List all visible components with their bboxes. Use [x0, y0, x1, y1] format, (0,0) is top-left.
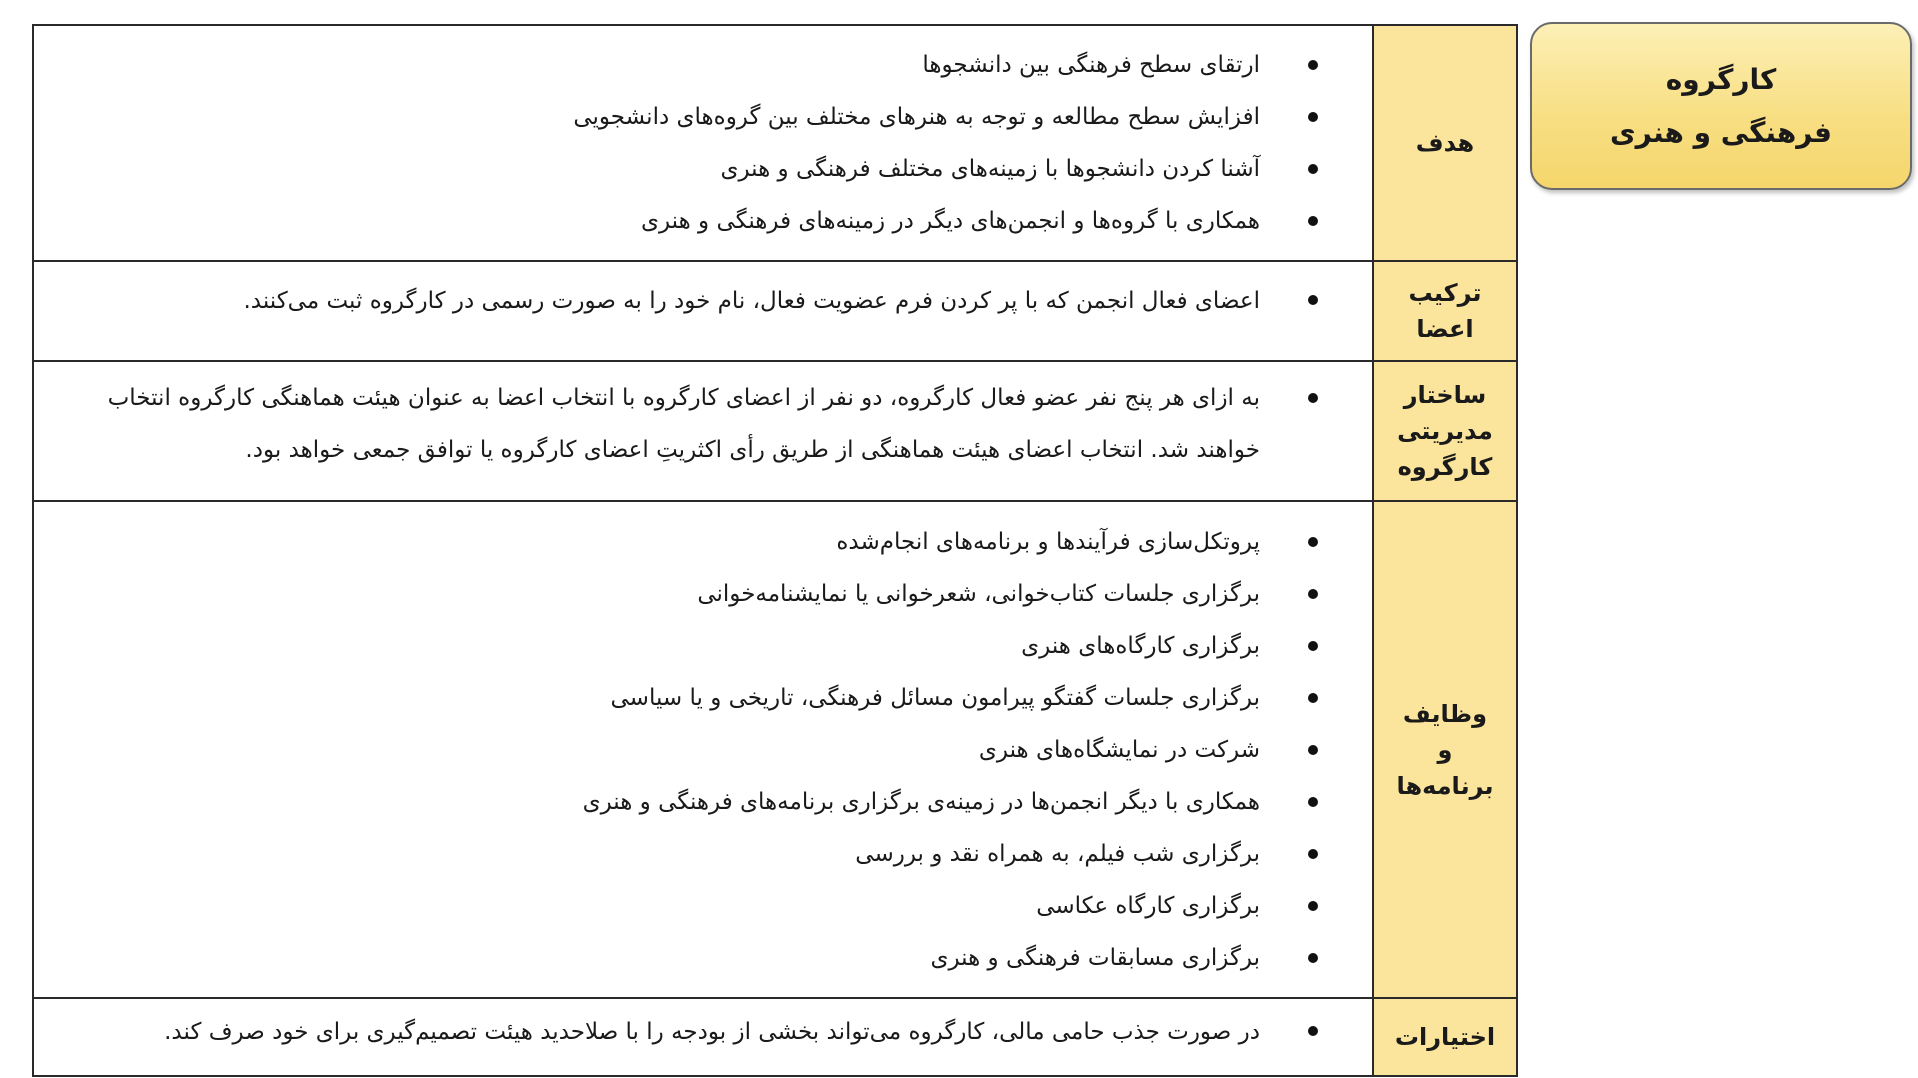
bullet-icon: [1308, 589, 1318, 599]
row-content-members: [33, 261, 1373, 361]
row-label-goal: [1373, 25, 1517, 261]
row-content-duties: [33, 501, 1373, 998]
row-label-text: ترکیب: [1408, 279, 1482, 307]
bullet-icon: [1308, 693, 1318, 703]
row-label-text: اعضا: [1416, 315, 1474, 343]
bullet-icon: [1308, 1026, 1318, 1036]
workgroup-table: [32, 24, 1518, 1077]
row-label-text: مدیریتی: [1397, 417, 1493, 445]
list-item: افزایش سطح مطالعه و توجه به هنرهای مختلف بین گروه‌های دانشجویی: [58, 91, 1332, 143]
row-label-text: هدف: [1415, 129, 1475, 157]
table-row-authority: [33, 998, 1517, 1076]
list-item: ارتقای سطح فرهنگی بین دانشجوها: [58, 39, 1332, 91]
bullet-icon: [1308, 745, 1318, 755]
bullet-icon: [1308, 953, 1318, 963]
row-label-text: وظایف: [1402, 699, 1488, 728]
table-row-structure: [33, 361, 1517, 501]
title-line-1: کارگروه: [1665, 63, 1777, 96]
bullet-icon: [1308, 164, 1318, 174]
list-item: برگزاری جلسات گفتگو پیرامون مسائل فرهنگی، تاریخی و یا سیاسی: [58, 672, 1332, 724]
row-content-structure: [33, 361, 1373, 501]
row-label-authority: [1373, 998, 1517, 1076]
table-row-duties: [33, 501, 1517, 998]
bullet-icon: [1308, 112, 1318, 122]
row-label-text: اختیارات: [1394, 1023, 1496, 1051]
list-item: به ازای هر پنج نفر عضو فعال کارگروه، دو نفر از اعضای کارگروه با انتخاب اعضا به عنوان هیئت هماهنگی کارگروه انتخاب خواهند شد. انتخاب اعضای هیئت هماهنگی از طریق رأی اکثریتِ اعضای کارگروه یا توافق جمعی خواهد بود.: [58, 372, 1332, 476]
bullet-icon: [1308, 849, 1318, 859]
list-item: برگزاری شب فیلم، به همراه نقد و بررسی: [58, 828, 1332, 880]
row-label-duties: [1373, 501, 1517, 998]
table-row-goal: [33, 25, 1517, 261]
list-item: در صورت جذب حامی مالی، کارگروه می‌تواند بخشی از بودجه را با صلاحدید هیئت تصمیم‌گیری برای خود صرف کند.: [58, 1005, 1332, 1059]
row-label-text: کارگروه: [1397, 453, 1493, 481]
bullet-icon: [1308, 797, 1318, 807]
row-content-authority: [33, 998, 1373, 1076]
title-line-2: فرهنگی و هنری: [1609, 116, 1833, 149]
table-row-members: [33, 261, 1517, 361]
row-label-text: برنامه‌ها: [1396, 771, 1494, 800]
bullet-icon: [1308, 901, 1318, 911]
list-item: آشنا کردن دانشجوها با زمینه‌های مختلف فرهنگی و هنری: [58, 143, 1332, 195]
list-item: اعضای فعال انجمن که با پر کردن فرم عضویت فعال، نام خود را به صورت رسمی در کارگروه ثبت می‌کنند.: [58, 274, 1332, 328]
row-label-structure: [1373, 361, 1517, 501]
bullet-icon: [1308, 393, 1318, 403]
row-label-members: [1373, 261, 1517, 361]
list-item: همکاری با دیگر انجمن‌ها در زمینه‌ی برگزاری برنامه‌های فرهنگی و هنری: [58, 776, 1332, 828]
row-content-goal: [33, 25, 1373, 261]
list-item: برگزاری جلسات کتاب‌خوانی، شعرخوانی یا نمایشنامه‌خوانی: [58, 568, 1332, 620]
row-label-text: و: [1437, 735, 1453, 764]
list-item: پروتکل‌سازی فرآیندها و برنامه‌های انجام‌شده: [58, 516, 1332, 568]
title-badge: [1530, 22, 1912, 190]
bullet-icon: [1308, 216, 1318, 226]
bullet-icon: [1308, 537, 1318, 547]
list-item: همکاری با گروه‌ها و انجمن‌های دیگر در زمینه‌های فرهنگی و هنری: [58, 195, 1332, 247]
list-item: برگزاری مسابقات فرهنگی و هنری: [58, 932, 1332, 984]
bullet-icon: [1308, 641, 1318, 651]
list-item: برگزاری کارگاه‌های هنری: [58, 620, 1332, 672]
list-item: شرکت در نمایشگاه‌های هنری: [58, 724, 1332, 776]
list-item: برگزاری کارگاه عکاسی: [58, 880, 1332, 932]
bullet-icon: [1308, 295, 1318, 305]
bullet-icon: [1308, 60, 1318, 70]
row-label-text: ساختار: [1403, 381, 1487, 409]
